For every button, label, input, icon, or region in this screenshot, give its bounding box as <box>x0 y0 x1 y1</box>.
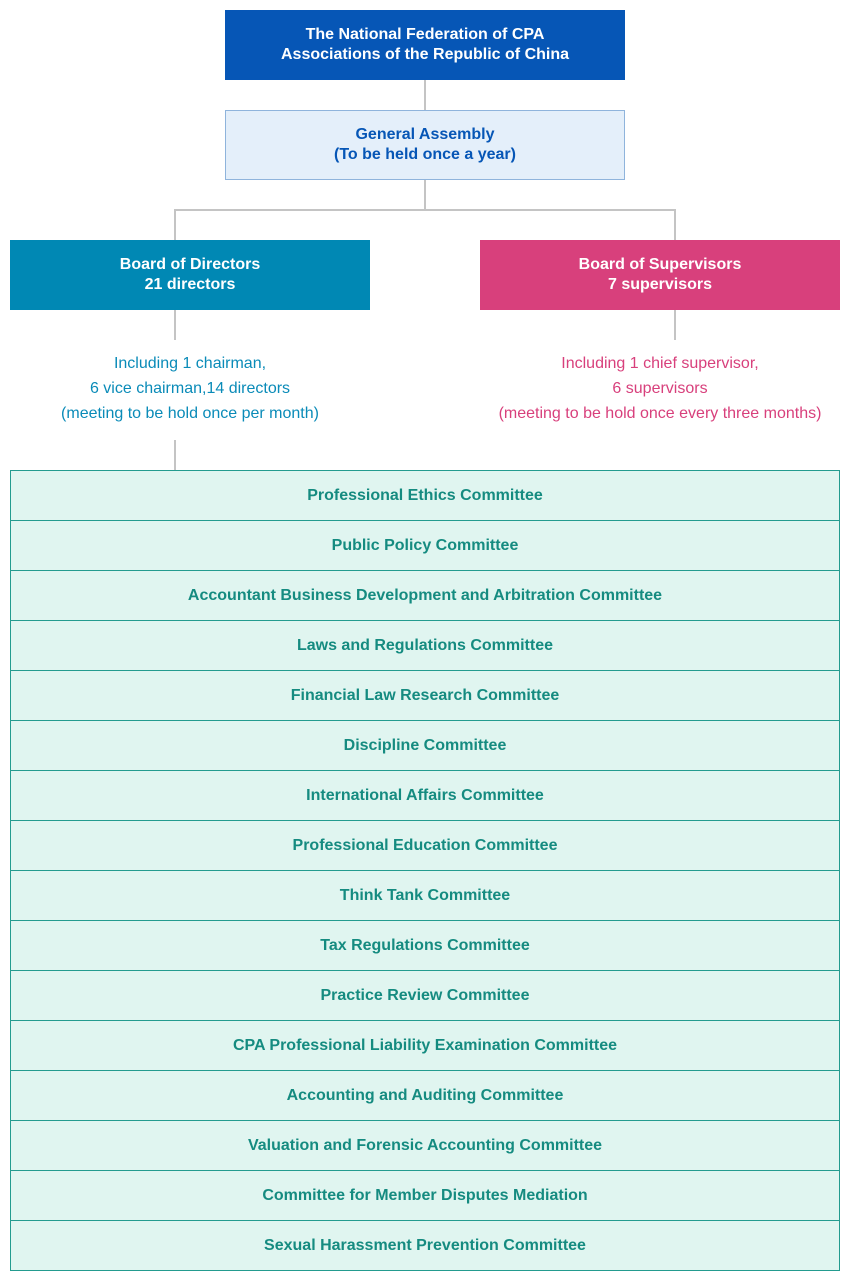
committee-row: Valuation and Forensic Accounting Committee <box>10 1121 840 1171</box>
committee-row: Professional Education Committee <box>10 821 840 871</box>
supervisors-note-line: (meeting to be hold once every three months) <box>498 405 822 422</box>
committee-row: Tax Regulations Committee <box>10 921 840 971</box>
connector-assembly-down <box>424 180 426 210</box>
supervisors-note-line: Including 1 chief supervisor, <box>561 355 759 372</box>
board-of-supervisors-box <box>480 240 840 310</box>
directors-note-line: (meeting to be hold once per month) <box>61 405 319 422</box>
assembly-title: General Assembly <box>355 126 495 143</box>
committee-row: International Affairs Committee <box>10 771 840 821</box>
federation-box <box>225 10 625 80</box>
supervisors-title: Board of Supervisors <box>578 256 742 273</box>
committee-list <box>10 470 840 1271</box>
connector-to-directors <box>174 209 176 240</box>
board-of-directors-box <box>10 240 370 310</box>
general-assembly-box <box>225 110 625 180</box>
connector-note-to-committees <box>174 440 176 470</box>
federation-title-line1: The National Federation of CPA <box>305 26 545 43</box>
committee-row: CPA Professional Liability Examination Committee <box>10 1021 840 1071</box>
supervisors-note-line: 6 supervisors <box>612 380 708 397</box>
directors-note <box>0 351 380 426</box>
committee-row: Practice Review Committee <box>10 971 840 1021</box>
directors-count: 21 directors <box>144 276 236 293</box>
committee-row: Think Tank Committee <box>10 871 840 921</box>
connector-top-to-assembly <box>424 80 426 110</box>
committee-row: Accountant Business Development and Arbitration Committee <box>10 571 840 621</box>
committee-row: Sexual Harassment Prevention Committee <box>10 1221 840 1271</box>
supervisors-note <box>470 351 850 426</box>
connector-supervisors-to-note <box>674 310 676 340</box>
connector-directors-to-note <box>174 310 176 340</box>
committee-row: Discipline Committee <box>10 721 840 771</box>
committee-row: Laws and Regulations Committee <box>10 621 840 671</box>
assembly-frequency: (To be held once a year) <box>334 146 516 163</box>
federation-title-line2: Associations of the Republic of China <box>280 46 570 63</box>
connector-horizontal-branch <box>174 209 676 211</box>
supervisors-count: 7 supervisors <box>607 276 713 293</box>
directors-note-line: 6 vice chairman,14 directors <box>89 380 291 397</box>
committee-row: Committee for Member Disputes Mediation <box>10 1171 840 1221</box>
committee-row: Professional Ethics Committee <box>10 471 840 521</box>
directors-note-line: Including 1 chairman, <box>113 355 267 372</box>
committee-row: Financial Law Research Committee <box>10 671 840 721</box>
committee-row: Public Policy Committee <box>10 521 840 571</box>
committee-row: Accounting and Auditing Committee <box>10 1071 840 1121</box>
connector-to-supervisors <box>674 209 676 240</box>
directors-title: Board of Directors <box>119 256 261 273</box>
